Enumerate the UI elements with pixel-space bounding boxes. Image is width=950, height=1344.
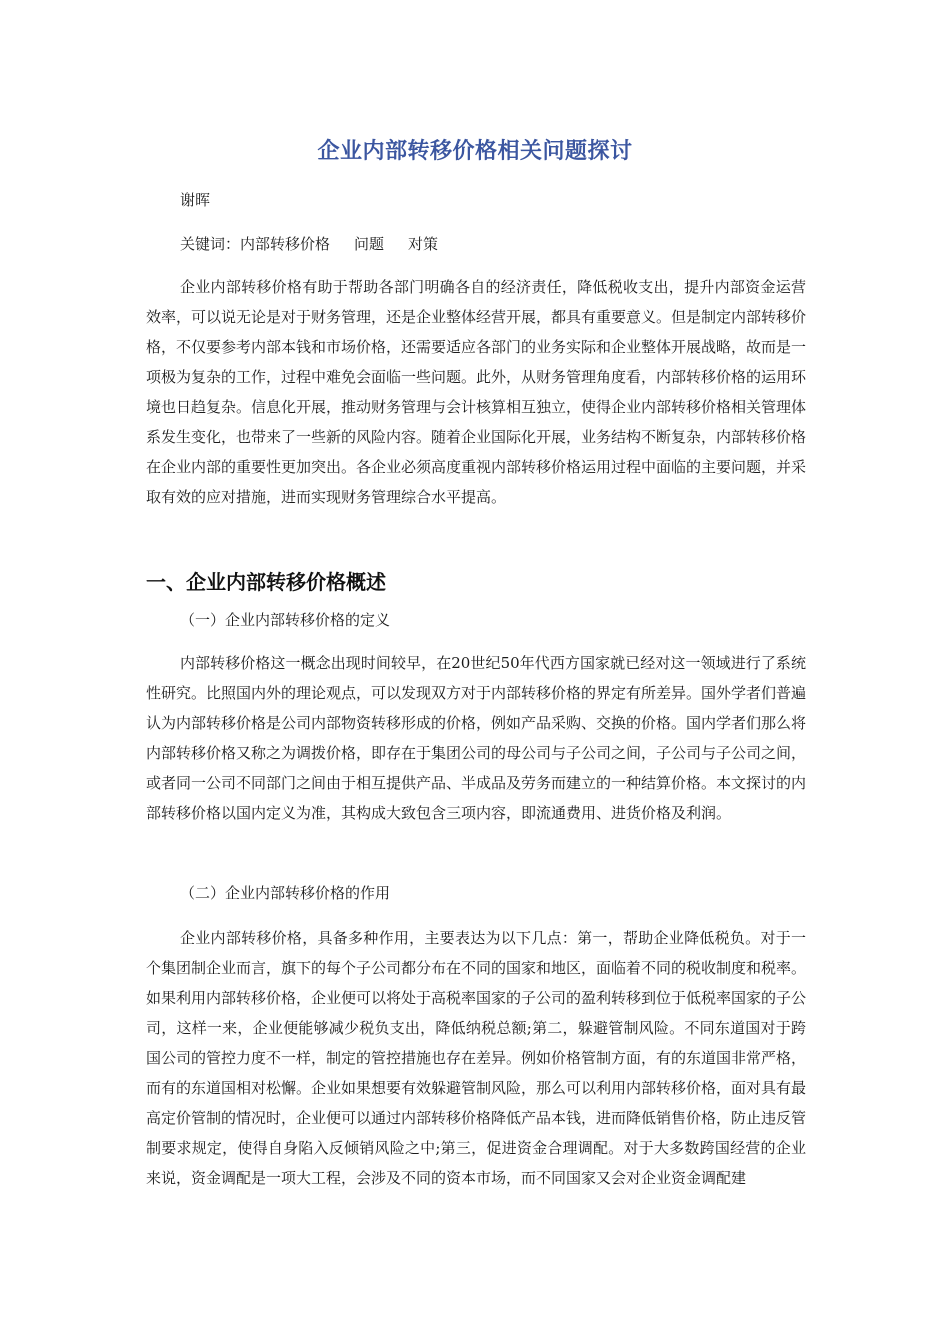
- function-paragraph: 企业内部转移价格，具备多种作用，主要表达为以下几点：第一，帮助企业降低税负。对于一个集团制企业而言，旗下的每个子公司都分布在不同的国家和地区，面临着不同的税收制度和税率。如果利用内部转移价格，企业便可以将处于高税率国家的子公司的盈利转移到位于低税率国家的子公司，这样一来，企业便能够减少税负支出，降低纳税总额;第二，躲避管制风险。不同东道国对于跨国公司的管控力度不一样，制定的管控措施也存在差异。例如价格管制方面，有的东道国非常严格，而有的东道国相对松懈。企业如果想要有效躲避管制风险，那么可以利用内部转移价格，面对具有最高定价管制的情况时，企业便可以通过内部转移价格降低产品本钱，进而降低销售价格，防止违反管制要求规定，使得自身陷入反倾销风险之中;第三，促进资金合理调配。对于大多数跨国经营的企业来说，资金调配是一项大工程，会涉及不同的资本市场，而不同国家又会对企业资金调配建: [146, 929, 807, 1187]
- keyword-item: 对策: [408, 235, 439, 253]
- document-title: 企业内部转移价格相关问题探讨: [317, 139, 633, 164]
- keywords-label: 关键词：: [180, 235, 241, 253]
- section-heading: 一、企业内部转移价格概述: [146, 570, 386, 594]
- author-name: 谢晖: [180, 191, 211, 209]
- keyword-item: 内部转移价格: [240, 235, 331, 253]
- keywords-line: [180, 233, 462, 254]
- intro-paragraph: 企业内部转移价格有助于帮助各部门明确各自的经济责任，降低税收支出，提升内部资金运营效率，可以说无论是对于财务管理，还是企业整体经营开展，都具有重要意义。但是制定内部转移价格，不仅要参考内部本钱和市场价格，还需要适应各部门的业务实际和企业整体开展战略，故而是一项极为复杂的工作，过程中难免会面临一些问题。此外，从财务管理角度看，内部转移价格的运用环境也日趋复杂。信息化开展，推动财务管理与会计核算相互独立，使得企业内部转移价格相关管理体系发生变化，也带来了一些新的风险内容。随着企业国际化开展，业务结构不断复杂，内部转移价格在企业内部的重要性更加突出。各企业必须高度重视内部转移价格运用过程中面临的主要问题，并采取有效的应对措施，进而实现财务管理综合水平提高。: [146, 278, 807, 506]
- subsection-heading: （一）企业内部转移价格的定义: [180, 611, 391, 629]
- keyword-item: 问题: [354, 235, 385, 253]
- definition-paragraph: 内部转移价格这一概念出现时间较早，在20世纪50年代西方国家就已经对这一领域进行了系统性研究。比照国内外的理论观点，可以发现双方对于内部转移价格的界定有所差异。国外学者们普遍认为内部转移价格是公司内部物资转移形成的价格，例如产品采购、交换的价格。国内学者们那么将内部转移价格又称之为调拨价格，即存在于集团公司的母公司与子公司之间，子公司与子公司之间，或者同一公司不同部门之间由于相互提供产品、半成品及劳务而建立的一种结算价格。本文探讨的内部转移价格以国内定义为准，其构成大致包含三项内容，即流通费用、进货价格及利润。: [146, 654, 807, 822]
- subsection-heading: （二）企业内部转移价格的作用: [180, 884, 391, 902]
